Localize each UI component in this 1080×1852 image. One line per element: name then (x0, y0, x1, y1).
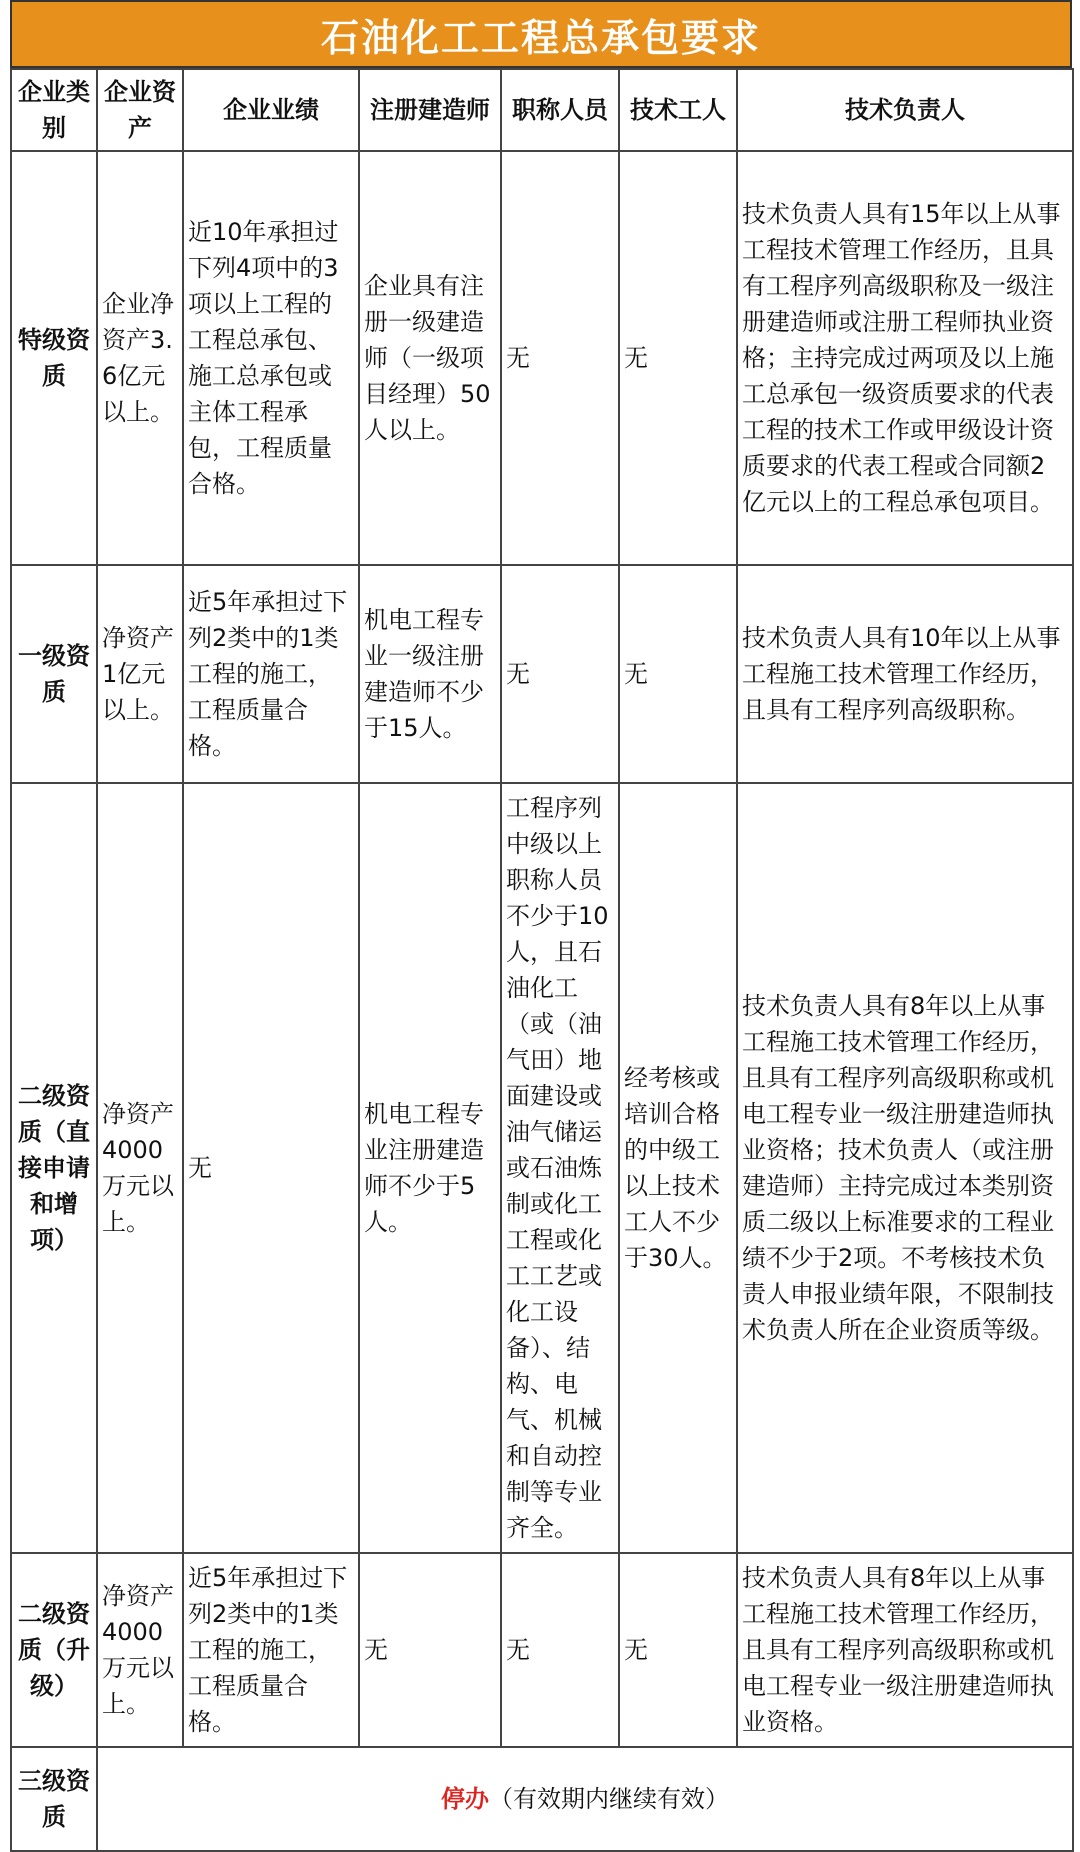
table-row (11, 783, 1073, 1553)
column-header: 企业资产 (97, 69, 183, 151)
assets-cell: 净资产4000万元以上。 (97, 1553, 183, 1747)
column-header: 职称人员 (501, 69, 619, 151)
column-header: 企业业绩 (183, 69, 359, 151)
page-title: 石油化工工程总承包要求 (10, 0, 1072, 68)
category-cell: 二级资质（升级） (11, 1553, 97, 1747)
column-header: 技术负责人 (737, 69, 1073, 151)
table-row (11, 565, 1073, 783)
titled-staff-cell: 工程序列中级以上职称人员不少于10人，且石油化工（或（油气田）地面建设或油气储运或石油炼制或化工工程或化工工艺或化工设备）、结构、电气、机械和自动控制等专业齐全。 (501, 783, 619, 1553)
table-row (11, 1747, 1073, 1851)
technicians-cell: 无 (619, 565, 737, 783)
titled-staff-cell: 无 (501, 565, 619, 783)
table-row (11, 1553, 1073, 1747)
constructor-cell: 无 (359, 1553, 501, 1747)
assets-cell: 企业净资产3.6亿元以上。 (97, 151, 183, 565)
category-cell: 特级资质 (11, 151, 97, 565)
performance-cell: 近5年承担过下列2类中的1类工程的施工，工程质量合格。 (183, 1553, 359, 1747)
constructor-cell: 机电工程专业注册建造师不少于5人。 (359, 783, 501, 1553)
tech-lead-cell: 技术负责人具有10年以上从事工程施工技术管理工作经历，且具有工程序列高级职称。 (737, 565, 1073, 783)
table-row (11, 151, 1073, 565)
technicians-cell: 经考核或培训合格的中级工以上技术工人不少于30人。 (619, 783, 737, 1553)
performance-cell: 近5年承担过下列2类中的1类工程的施工，工程质量合格。 (183, 565, 359, 783)
category-cell: 二级资质（直接申请和增项） (11, 783, 97, 1553)
constructor-cell: 机电工程专业一级注册建造师不少于15人。 (359, 565, 501, 783)
category-cell: 三级资质 (11, 1747, 97, 1851)
performance-cell: 无 (183, 783, 359, 1553)
requirements-sheet (10, 0, 1072, 1852)
technicians-cell: 无 (619, 1553, 737, 1747)
performance-cell: 近10年承担过下列4项中的3项以上工程的工程总承包、施工总承包或主体工程承包，工程质量合格。 (183, 151, 359, 565)
tech-lead-cell: 技术负责人具有15年以上从事工程技术管理工作经历，且具有工程序列高级职称及一级注册建造师或注册工程师执业资格；主持完成过两项及以上施工总承包一级资质要求的代表工程的技术工作或甲级设计资质要求的代表工程或合同额2亿元以上的工程总承包项目。 (737, 151, 1073, 565)
column-header: 企业类别 (11, 69, 97, 151)
suspended-notice (97, 1747, 1073, 1851)
tech-lead-cell: 技术负责人具有8年以上从事工程施工技术管理工作经历，且具有工程序列高级职称或机电工程专业一级注册建造师执业资格；技术负责人（或注册建造师）主持完成过本类别资质二级以上标准要求的工程业绩不少于2项。不考核技术负责人申报业绩年限，不限制技术负责人所在企业资质等级。 (737, 783, 1073, 1553)
titled-staff-cell: 无 (501, 1553, 619, 1747)
suspended-note: （有效期内继续有效） (489, 1785, 729, 1813)
tech-lead-cell: 技术负责人具有8年以上从事工程施工技术管理工作经历，且具有工程序列高级职称或机电工程专业一级注册建造师执业资格。 (737, 1553, 1073, 1747)
titled-staff-cell: 无 (501, 151, 619, 565)
constructor-cell: 企业具有注册一级建造师（一级项目经理）50人以上。 (359, 151, 501, 565)
assets-cell: 净资产4000万元以上。 (97, 783, 183, 1553)
suspended-status: 停办 (441, 1785, 489, 1813)
column-header: 技术工人 (619, 69, 737, 151)
assets-cell: 净资产1亿元以上。 (97, 565, 183, 783)
column-header: 注册建造师 (359, 69, 501, 151)
technicians-cell: 无 (619, 151, 737, 565)
requirements-table (10, 68, 1074, 1852)
category-cell: 一级资质 (11, 565, 97, 783)
header-row (11, 69, 1073, 151)
